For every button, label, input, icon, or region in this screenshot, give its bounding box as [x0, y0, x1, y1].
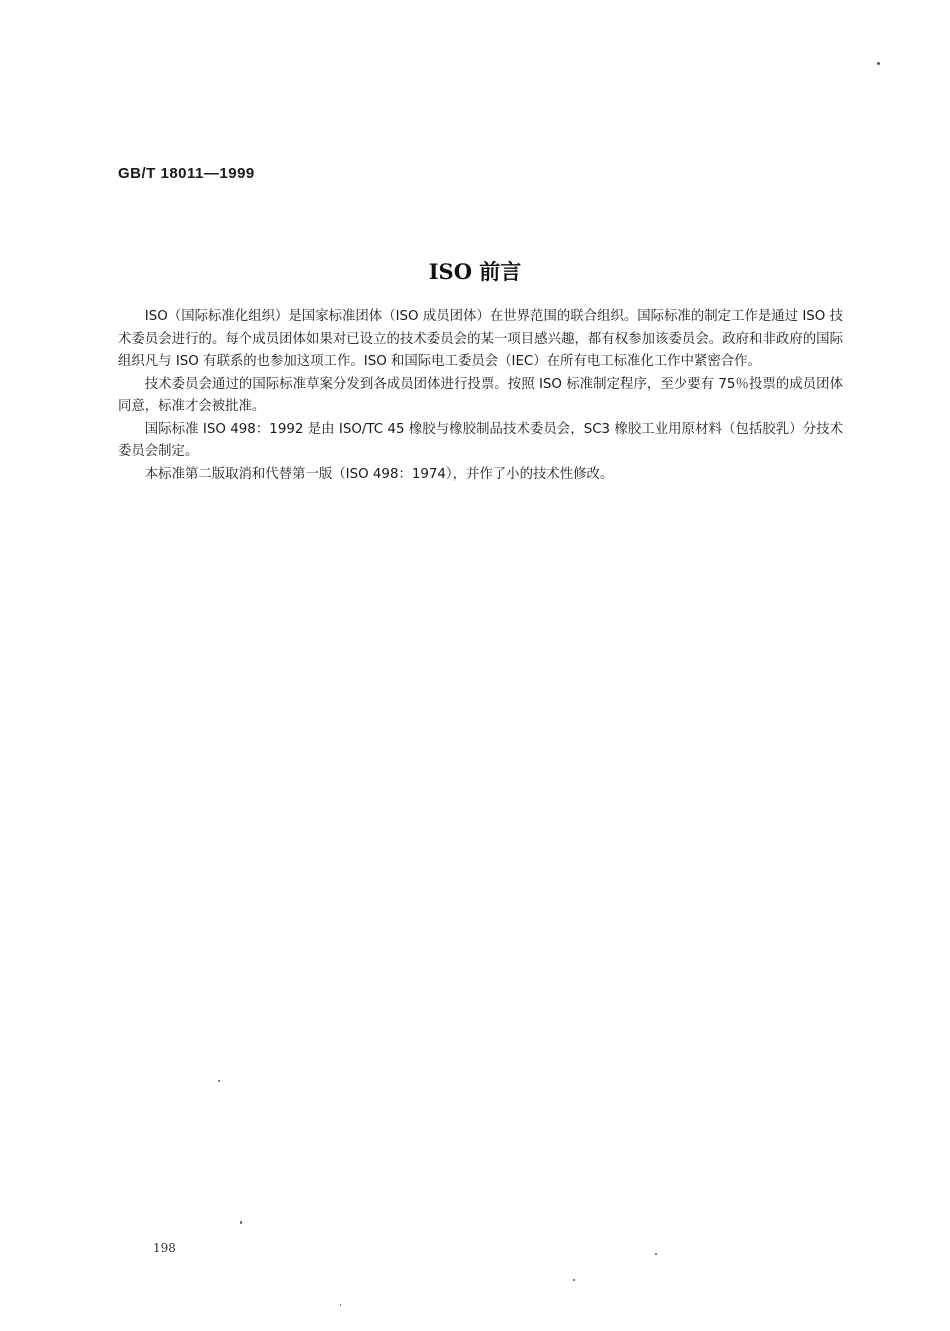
paragraph-3: 国际标准 ISO 498：1992 是由 ISO/TC 45 橡胶与橡胶制品技术委员会，SC3 橡胶工业用原材料（包括胶乳）分技术委员会制定。 — [118, 421, 843, 459]
page-title: ISO 前言 — [428, 259, 522, 284]
scan-speck — [218, 1080, 220, 1082]
page-number: 198 — [153, 1241, 176, 1255]
paragraph-1: ISO（国际标准化组织）是国家标准团体（ISO 成员团体）在世界范围的联合组织。国际标准的制定工作是通过 ISO 技术委员会进行的。每个成员团体如果对已设立的技术委员会的某一项目感兴趣，都有权参加该委员会。政府和非政府的国际组织凡与 ISO 有联系的也参加这项工作。ISO 和国际电工委员会（IEC）在所有电工标准化工作中紧密合作。 — [118, 309, 843, 369]
scan-speck — [573, 1279, 575, 1281]
standard-code: GB/T 18011—1999 — [118, 165, 255, 182]
paragraph-4: 本标准第二版取消和代替第一版（ISO 498：1974），并作了小的技术性修改。 — [144, 466, 614, 482]
scan-speck — [340, 1304, 341, 1306]
scan-speck — [877, 62, 880, 65]
foreword-body — [118, 306, 843, 486]
paragraph-2: 技术委员会通过的国际标准草案分发到各成员团体进行投票。按照 ISO 标准制定程序，至少要有 75％投票的成员团体同意，标准才会被批准。 — [118, 376, 843, 414]
scan-speck — [655, 1253, 657, 1255]
scan-speck — [240, 1221, 242, 1224]
